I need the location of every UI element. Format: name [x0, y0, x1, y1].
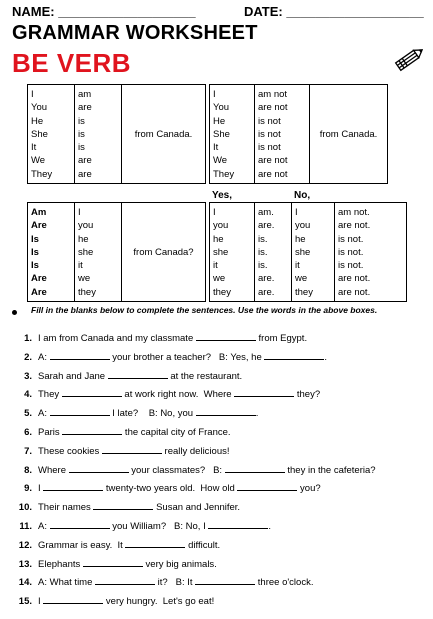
verb-cell: are. [258, 273, 275, 285]
answer-blank[interactable] [208, 520, 268, 529]
exercise-text: Grammar is easy. It [38, 539, 126, 551]
exercise-text: Where [38, 464, 69, 476]
pronoun-cell: They [213, 168, 235, 180]
exercise-item [14, 539, 220, 551]
no-verb-column [335, 203, 407, 302]
page-title: GRAMMAR WORKSHEET [12, 22, 258, 44]
exercise-item [14, 520, 271, 532]
exercise-item [14, 595, 214, 607]
exercise-number: 14. [18, 577, 32, 589]
exercise-text: you William? B: No, I [109, 521, 209, 532]
verb-cell: are not [258, 155, 288, 167]
pronoun-cell: they [295, 286, 313, 298]
verb-cell: Are [31, 220, 47, 232]
yes-label: Yes, [212, 190, 233, 201]
exercise-text: from Egypt. [255, 333, 308, 344]
exercise-item [14, 370, 242, 382]
verb-cell: are [78, 102, 92, 114]
answer-blank[interactable] [225, 464, 285, 473]
exercise-number: 10. [18, 502, 32, 514]
pronoun-cell: she [78, 246, 94, 258]
exercise-text: three o'clock. [255, 577, 314, 589]
exercise-number: 1. [24, 333, 32, 344]
answer-blank[interactable] [234, 388, 294, 397]
verb-cell: are not [258, 102, 288, 114]
answer-blank[interactable] [102, 445, 162, 454]
answer-blank[interactable] [196, 407, 256, 416]
exercise-text: . [255, 408, 259, 420]
exercise-text: I am from Canada and my classmate [38, 333, 196, 344]
pronoun-column [28, 85, 75, 184]
pronoun-cell: he [295, 233, 306, 245]
verb-cell: is. [258, 260, 268, 272]
pencil-icon [393, 42, 427, 76]
exercise-item [14, 407, 258, 419]
pronoun-cell: I [213, 89, 216, 100]
yes-pronoun-column [210, 203, 255, 302]
exercise-text: Sarah and Jane [38, 370, 108, 382]
exercise-text: Their names [38, 502, 94, 514]
exercise-text: These cookies [38, 445, 102, 457]
exercise-item [14, 558, 217, 570]
exercise-number: 3. [24, 370, 32, 382]
verb-cell: is not. [338, 260, 364, 272]
pronoun-cell: I [78, 207, 81, 218]
exercise-item [14, 464, 376, 476]
verb-cell: is [78, 128, 85, 140]
verb-cell: are. [258, 220, 275, 232]
exercise-number: 6. [24, 427, 32, 438]
pronoun-cell: I [295, 207, 298, 218]
pronoun-cell: It [213, 142, 219, 154]
verb-cell: is not. [338, 246, 364, 258]
exercise-text: they? [294, 389, 321, 401]
pronoun-cell: He [31, 115, 44, 127]
exercise-text: it? B: It [155, 577, 196, 589]
pronoun-cell: she [213, 246, 229, 258]
exercise-text: . [324, 351, 328, 363]
pronoun-cell: I [31, 89, 34, 100]
verb-cell: is not [258, 128, 281, 140]
exercise-text: at work right now. Where [121, 389, 235, 401]
exercise-text: Elephants [38, 558, 83, 570]
pronoun-cell: it [213, 260, 218, 272]
exercise-number: 8. [24, 464, 32, 476]
answer-blank[interactable] [43, 595, 103, 604]
verb-cell: Are [31, 286, 47, 298]
short-answer-table [209, 202, 407, 302]
verb-cell: is not [258, 115, 281, 127]
exercise-text: A: [38, 521, 50, 532]
verb-cell: am not [258, 89, 288, 100]
verb-cell: are not [258, 168, 288, 180]
verb-cell: Is [31, 246, 39, 258]
verb-cell: am. [258, 207, 274, 218]
exercise-number: 2. [24, 351, 32, 363]
verb-cell: is [78, 142, 85, 154]
pronoun-cell: She [31, 128, 48, 140]
pronoun-cell: we [78, 273, 91, 285]
answer-blank[interactable] [108, 370, 168, 379]
verb-cell: are. [258, 286, 275, 298]
verb-cell: am not. [338, 207, 370, 218]
exercise-text: very big animals. [142, 558, 217, 570]
verb-cell: is not. [338, 233, 364, 245]
exercise-number: 9. [24, 483, 32, 495]
pronoun-column [210, 85, 255, 184]
yes-verb-column [255, 203, 292, 302]
verb-cell: are not. [338, 286, 371, 298]
verb-cell: is not [258, 142, 281, 154]
pronoun-cell: you [78, 220, 94, 232]
verb-cell: is. [258, 246, 268, 258]
answer-blank[interactable] [62, 426, 122, 435]
complement-cell: from Canada. [310, 85, 388, 184]
exercise-text: . [268, 521, 271, 532]
exercise-number: 15. [18, 596, 32, 608]
pronoun-cell: They [31, 168, 53, 180]
no-pronoun-column [292, 203, 335, 302]
answer-blank[interactable] [195, 576, 255, 585]
verb-column [75, 85, 122, 184]
verb-cell: are not. [338, 273, 371, 285]
exercise-item [14, 351, 327, 363]
pronoun-cell: You [31, 102, 48, 114]
answer-blank[interactable] [62, 388, 122, 397]
exercise-text: very hungry. Let's go eat! [103, 596, 215, 608]
verb-column [28, 203, 75, 302]
date-field-label: DATE: ___________________ [244, 4, 424, 19]
exercise-text: difficult. [185, 539, 221, 551]
pronoun-cell: He [213, 115, 226, 127]
exercise-text: A: [38, 408, 50, 420]
verb-cell: is. [258, 233, 268, 245]
exercise-text: twenty-two years old. How old [103, 483, 238, 495]
pronoun-cell: She [213, 128, 230, 140]
answer-blank[interactable] [69, 464, 129, 473]
verb-cell: are [78, 168, 92, 180]
bullet-icon [12, 310, 17, 315]
pronoun-cell: it [78, 260, 83, 272]
answer-blank[interactable] [50, 520, 110, 529]
answer-blank[interactable] [83, 558, 143, 567]
exercise-number: 7. [24, 445, 32, 457]
exercise-item [14, 388, 320, 400]
exercise-text: you? [297, 483, 321, 495]
exercise-number: 4. [24, 389, 32, 401]
question-table [27, 202, 206, 302]
exercise-text: your classmates? B: [128, 464, 225, 476]
exercise-number: 13. [18, 558, 32, 570]
answer-blank[interactable] [125, 539, 185, 548]
exercise-item [14, 501, 240, 513]
page-subtitle: BE VERB [12, 48, 132, 78]
pronoun-cell: it [295, 260, 300, 272]
exercise-text: at the restaurant. [167, 370, 243, 382]
exercise-text: They [38, 389, 62, 401]
answer-blank[interactable] [43, 482, 103, 491]
answer-blank[interactable] [237, 482, 297, 491]
pronoun-cell: It [31, 142, 37, 154]
exercise-item [14, 482, 321, 494]
answer-blank[interactable] [196, 332, 256, 341]
verb-cell: Am [31, 207, 47, 218]
verb-cell: Is [31, 260, 39, 272]
answer-blank[interactable] [50, 351, 110, 360]
exercise-number: 12. [18, 539, 32, 551]
exercise-text: Paris [38, 427, 63, 438]
pronoun-cell: she [295, 246, 311, 258]
complement-cell: from Canada? [122, 203, 206, 302]
negative-table [209, 84, 388, 184]
exercise-text: Susan and Jennifer. [153, 502, 241, 514]
exercise-text: A: What time [38, 577, 96, 589]
exercise-text: really delicious! [161, 445, 230, 457]
verb-column [255, 85, 310, 184]
no-label: No, [294, 190, 311, 201]
exercise-item [14, 332, 307, 344]
verb-cell: are not. [338, 220, 371, 232]
exercise-text: the capital city of France. [122, 427, 231, 438]
answer-blank[interactable] [95, 576, 155, 585]
pronoun-cell: you [213, 220, 229, 232]
pronoun-cell: We [31, 155, 46, 167]
exercise-item [14, 426, 231, 438]
instructions-text: Fill in the blanks below to complete the sentences. Use the words in the above boxes. [31, 305, 378, 315]
pronoun-cell: he [78, 233, 89, 245]
pronoun-cell: You [213, 102, 230, 114]
exercise-item [14, 576, 313, 588]
exercise-number: 11. [19, 521, 32, 532]
pronoun-cell: we [213, 273, 226, 285]
verb-cell: are [78, 155, 92, 167]
pronoun-cell: they [213, 286, 231, 298]
complement-cell: from Canada. [122, 85, 206, 184]
exercise-text: I [38, 596, 44, 608]
exercise-number: 5. [24, 408, 32, 420]
answer-blank[interactable] [264, 351, 324, 360]
verb-cell: Is [31, 233, 39, 245]
pronoun-cell: they [78, 286, 96, 298]
answer-blank[interactable] [50, 407, 110, 416]
exercise-text: your brother a teacher? B: Yes, he [109, 351, 265, 363]
exercise-item [14, 445, 230, 457]
verb-cell: am [78, 89, 92, 100]
exercise-text: A: [38, 351, 50, 363]
pronoun-cell: you [295, 220, 311, 232]
answer-blank[interactable] [93, 501, 153, 510]
exercise-text: I [38, 483, 44, 495]
name-field-label: NAME: ___________________ [12, 4, 196, 19]
exercise-text: they in the cafeteria? [284, 464, 376, 476]
exercise-text: I late? B: No, you [109, 408, 196, 420]
verb-cell: Are [31, 273, 47, 285]
pronoun-column [75, 203, 122, 302]
verb-cell: is [78, 115, 85, 127]
pronoun-cell: I [213, 207, 216, 218]
pronoun-cell: he [213, 233, 224, 245]
affirmative-table [27, 84, 206, 184]
pronoun-cell: we [295, 273, 308, 285]
pronoun-cell: We [213, 155, 228, 167]
